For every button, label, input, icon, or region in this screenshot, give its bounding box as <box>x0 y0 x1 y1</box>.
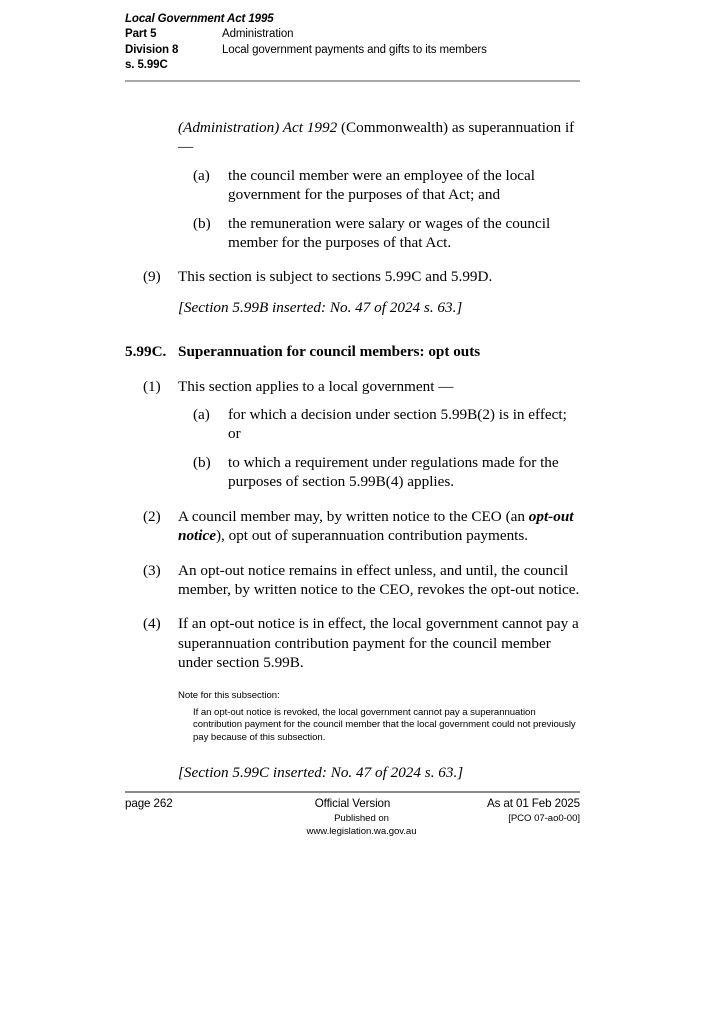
footer-version: Official Version <box>314 797 391 810</box>
subsection-text: This section is subject to sections 5.99C and 5.99D. <box>178 268 493 286</box>
defined-term-opt-out-notice: opt-out notice <box>178 507 574 545</box>
continuation-rest: (Commonwealth) as superannuation if — <box>178 119 575 156</box>
subsection-text-after: ), opt out of superannuation contribution payments. <box>215 527 529 545</box>
header-part-label: Part 5 <box>125 28 157 40</box>
paragraph-item <box>125 453 580 492</box>
subsection-2 <box>125 507 580 546</box>
paragraph-text: the council member were an employee of the local government for the purposes of that Act; and <box>228 166 535 204</box>
paragraph-marker: (b) <box>193 453 211 471</box>
subsection-3 <box>125 561 580 600</box>
paragraph-text: the remuneration were salary or wages of the council member for the purposes of that Act. <box>228 214 551 252</box>
paragraph-text: to which a requirement under regulations made for the purposes of section 5.99B(4) applies. <box>228 453 559 491</box>
endnote-section-5-99b: [Section 5.99B inserted: No. 47 of 2024 s. 63.] <box>178 298 463 316</box>
note-label: Note for this subsection: <box>178 689 280 701</box>
subsection-text: This section applies to a local government — <box>178 377 454 395</box>
page-footer <box>125 796 580 838</box>
section-heading <box>125 342 580 361</box>
header-division-value: Local government payments and gifts to its members <box>222 43 487 56</box>
footer-published-url: Published on www.legislation.wa.gov.au <box>306 813 417 837</box>
page-header <box>125 12 580 74</box>
paragraph-marker: (a) <box>193 166 210 184</box>
header-part-value: Administration <box>222 28 294 40</box>
subsection-marker: (1) <box>143 377 161 395</box>
footer-rule <box>125 791 580 793</box>
header-section-ref: s. 5.99C <box>125 59 168 71</box>
footer-pco-code: [PCO 07-ao0-00] <box>508 813 580 824</box>
document-body <box>125 118 580 783</box>
subsection-1 <box>125 377 580 396</box>
section-title: Superannuation for council members: opt outs <box>178 343 481 361</box>
paragraph-item <box>125 405 580 444</box>
footer-primary-row <box>125 796 580 811</box>
subsection-9 <box>125 267 580 286</box>
subsection-text-before: A council member may, by written notice to the CEO (an <box>178 507 529 525</box>
continuation-italic-lead: (Administration) Act 1992 <box>178 119 338 136</box>
header-rows <box>125 27 580 74</box>
header-rule <box>125 80 580 82</box>
footer-page-number: page 262 <box>125 797 173 810</box>
header-division-label: Division 8 <box>125 43 179 56</box>
footer-secondary-row <box>125 812 580 838</box>
paragraph-text: for which a decision under section 5.99B(2) is in effect; or <box>228 406 567 443</box>
endnote-section-5-99c: [Section 5.99C inserted: No. 47 of 2024 s. 63.] <box>178 764 464 782</box>
subsection-text: An opt-out notice remains in effect unless, and until, the council member, by written notice to the CEO, revokes the opt-out notice. <box>178 561 580 598</box>
note-text: If an opt-out notice is revoked, the local government cannot pay a superannuation contribution payment for the council member that the local government could not previously pay because of this subsection. <box>193 706 576 743</box>
subsection-marker: (3) <box>143 561 161 579</box>
paragraph-item <box>125 166 580 205</box>
act-title: Local Government Act 1995 <box>125 13 274 25</box>
subsection-marker: (9) <box>143 268 161 286</box>
section-number: 5.99C. <box>125 343 167 361</box>
subsection-4 <box>125 614 580 672</box>
subsection-marker: (2) <box>143 507 161 525</box>
subsection-text: If an opt-out notice is in effect, the local government cannot pay a superannuation contribution payment for the council member under section 5.99B. <box>178 615 579 672</box>
paragraph-item <box>125 214 580 253</box>
paragraph-marker: (b) <box>193 214 211 232</box>
subsection-marker: (4) <box>143 615 161 633</box>
paragraph-marker: (a) <box>193 406 210 424</box>
footer-as-at-date: As at 01 Feb 2025 <box>486 797 580 810</box>
continuation-paragraph <box>178 118 580 157</box>
subsection-note <box>125 689 580 745</box>
